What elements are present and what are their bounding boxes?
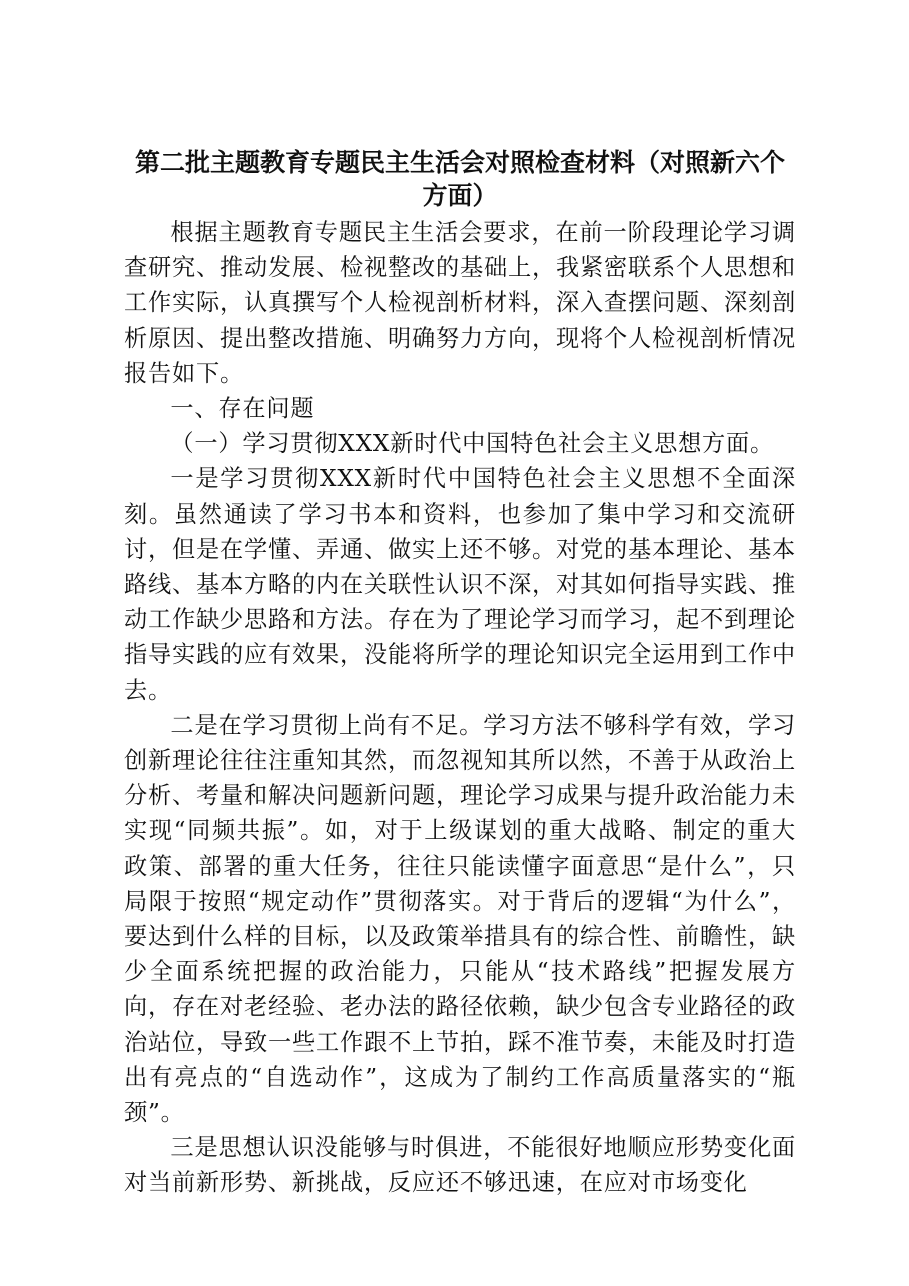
document-body [124, 146, 796, 1201]
paragraph-point-one: 一是学习贯彻XXX新时代中国特色社会主义思想不全面深刻。虽然通读了学习书本和资料，也参加了集中学习和交流研讨，但是在学懂、弄通、做实上还不够。对党的基本理论、基本路线、基本方略的内在关联性认识不深，对其如何指导实践、推动工作缺少思路和方法。存在为了理论学习而学习，起不到理论指导实践的应有效果，没能将所学的理论知识完全运用到工作中去。 [124, 465, 796, 704]
subsection-heading-study: （一）学习贯彻XXX新时代中国特色社会主义思想方面。 [170, 430, 775, 458]
intro-paragraph: 根据主题教育专题民主生活会要求，在前一阶段理论学习调查研究、推动发展、检视整改的基础上，我紧密联系个人思想和工作实际，认真撰写个人检视剖析材料，深入查摆问题、深刻剖析原因、提出整改措施、明确努力方向，现将个人检视剖析情况报告如下。 [124, 219, 796, 387]
document-title: 第二批主题教育专题民主生活会对照检查材料（对照新六个方面） [134, 148, 785, 210]
paragraph-point-two: 二是在学习贯彻上尚有不足。学习方法不够科学有效，学习创新理论往往注重知其然，而忽视知其所以然，不善于从政治上分析、考量和解决问题新问题，理论学习成果与提升政治能力未实现“同频共振”。如，对于上级谋划的重大战略、制定的重大政策、部署的重大任务，往往只能读懂字面意思“是什么”，只局限于按照“规定动作”贯彻落实。对于背后的逻辑“为什么”，要达到什么样的目标，以及政策举措具有的综合性、前瞻性，缺少全面系统把握的政治能力，只能从“技术路线”把握发展方向，存在对老经验、老办法的路径依赖，缺少包含专业路径的政治站位，导致一些工作跟不上节拍，踩不准节奏，未能及时打造出有亮点的“自选动作”，这成为了制约工作高质量落实的“瓶颈”。 [124, 711, 796, 1127]
paragraph-point-three: 三是思想认识没能够与时俱进，不能很好地顺应形势变化面对当前新形势、新挑战，反应还不够迅速，在应对市场变化 [124, 1134, 796, 1197]
section-heading-problems: 一、存在问题 [170, 395, 315, 423]
